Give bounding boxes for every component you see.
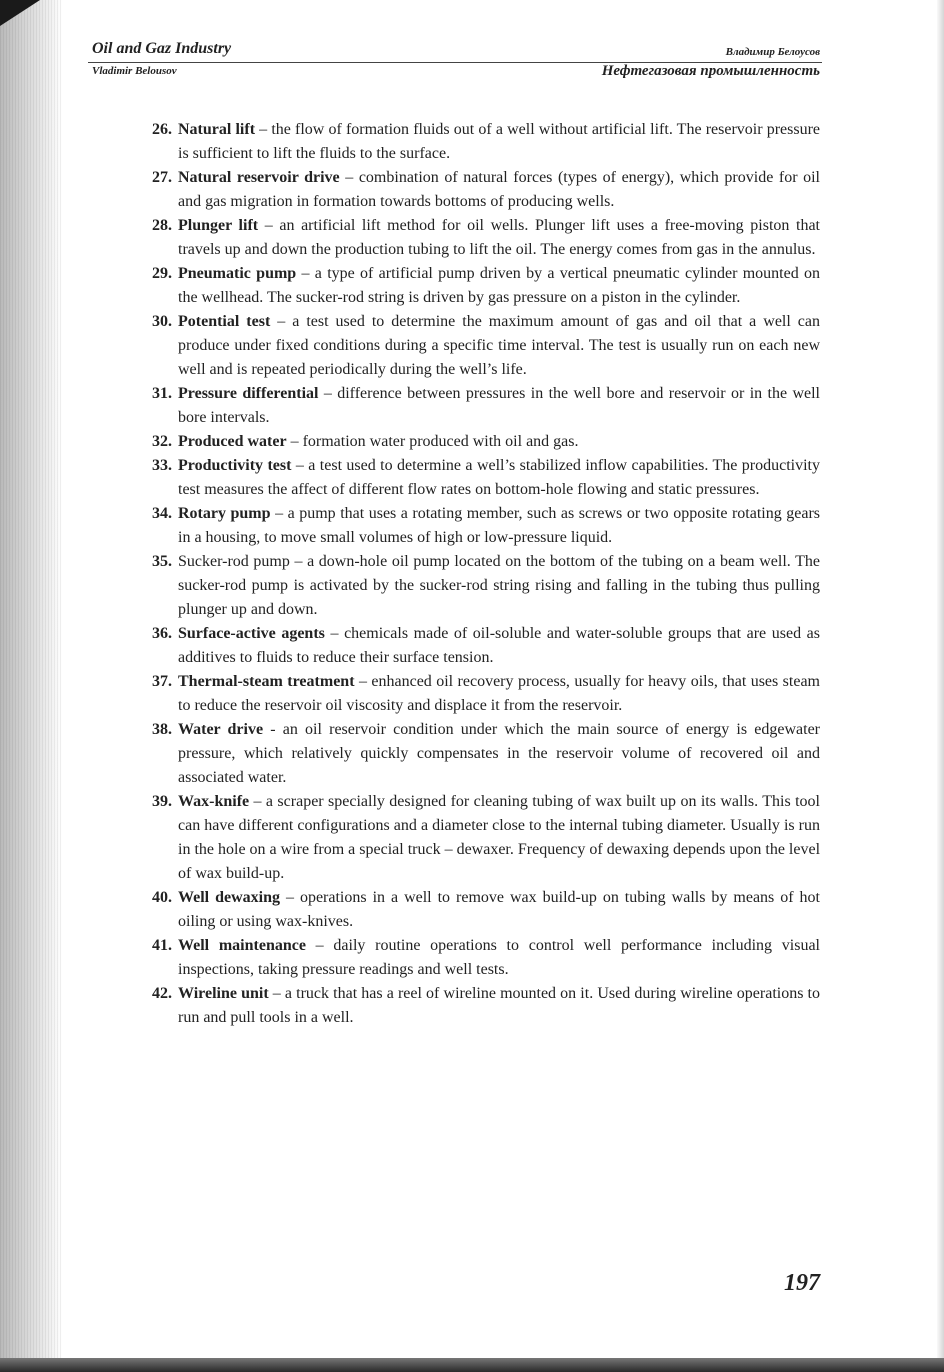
entry-body — [178, 790, 820, 886]
entry-term: Wireline unit — [178, 985, 269, 1002]
entry-definition: – a test used to determine the maximum amount of gas and oil that a well can produce under fixed conditions during a specific time interval. The test is usually run on each new well and is repeated periodically during the well’s life. — [178, 313, 820, 378]
entry-definition: – formation water produced with oil and gas. — [286, 433, 579, 450]
entry-term: Wax-knife — [178, 793, 250, 810]
page-right-edge — [937, 0, 944, 1372]
entry-definition: – a truck that has a reel of wireline mounted on it. Used during wireline operations to run and pull tools in a well. — [178, 985, 821, 1026]
entry-number: 37. — [152, 673, 172, 690]
entry-term: Plunger lift — [178, 217, 259, 234]
entry-number: 38. — [152, 721, 172, 738]
binding-shadow — [0, 0, 62, 1372]
entry-term: Water drive — [178, 721, 264, 738]
entry-body — [178, 934, 820, 982]
entry-body — [178, 382, 820, 430]
entry-term: Pressure differential — [178, 385, 319, 402]
glossary-entry — [128, 886, 820, 934]
entry-number: 28. — [152, 217, 172, 234]
entry-number: 41. — [152, 937, 172, 954]
entry-term: Thermal-steam treatment — [178, 673, 355, 690]
glossary-entry — [128, 790, 820, 886]
entry-definition: – combination of natural forces (types of energy), which provide for oil and gas migration in formation towards bottoms of producing wells. — [178, 169, 821, 210]
glossary-entry — [128, 934, 820, 982]
entry-definition: – a test used to determine a well’s stabilized inflow capabilities. The productivity test measures the affect of different flow rates on bottom-hole flowing and static pressures. — [178, 457, 821, 498]
entry-number: 40. — [152, 889, 172, 906]
header-author-en: Vladimir Belousov — [92, 65, 177, 77]
entry-definition: – the flow of formation fluids out of a well without artificial lift. The reservoir pressure is sufficient to lift the fluids to the surface. — [178, 121, 821, 162]
page-number: 197 — [784, 1270, 820, 1296]
entry-body — [178, 670, 820, 718]
entry-number: 30. — [152, 313, 172, 330]
running-header — [88, 38, 822, 90]
entry-definition: – a scraper specially designed for cleaning tubing of wax built up on its walls. This tool can have different configurations and a diameter close to the internal tubing diameter. Usually is run in the hole on a wire from a special truck – dewaxer. Frequency of dewaxing depends upon the level of wax build-up. — [178, 793, 821, 882]
entry-term: Well maintenance — [178, 937, 306, 954]
entry-number: 29. — [152, 265, 172, 282]
entry-body — [178, 310, 820, 382]
header-book-title: Oil and Gaz Industry — [92, 40, 232, 57]
glossary-entry — [128, 454, 820, 502]
glossary-list — [128, 118, 820, 1030]
entry-number: 34. — [152, 505, 172, 522]
header-top-row — [88, 38, 822, 62]
entry-definition: – operations in a well to remove wax build-up on tubing walls by means of hot oiling or using wax-knives. — [178, 889, 820, 930]
glossary-entry — [128, 166, 820, 214]
entry-term: Productivity test — [178, 457, 292, 474]
entry-definition: Sucker-rod pump – a down-hole oil pump located on the bottom of the tubing on a beam well. The sucker-rod pump is activated by the sucker-rod string rising and falling in the tubing thus pulling plunger up and down. — [178, 553, 820, 618]
entry-definition: – enhanced oil recovery process, usually for heavy oils, that uses steam to reduce the reservoir oil viscosity and displace it from the reservoir. — [178, 673, 820, 714]
entry-body — [178, 622, 820, 670]
glossary-entry — [128, 214, 820, 262]
entry-term: Natural reservoir drive — [178, 169, 340, 186]
entry-definition: – difference between pressures in the well bore and reservoir or in the well bore intervals. — [178, 385, 820, 426]
entry-body — [178, 886, 820, 934]
entry-body — [178, 550, 820, 622]
glossary-entry — [128, 118, 820, 166]
entry-term: Produced water — [178, 433, 287, 450]
entry-body — [178, 118, 820, 166]
entry-number: 36. — [152, 625, 172, 642]
header-book-title-ru: Нефтегазовая промышленность — [601, 63, 820, 79]
entry-definition: – daily routine operations to control well performance including visual inspections, taking pressure readings and well tests. — [178, 937, 821, 978]
entry-body — [178, 166, 820, 214]
glossary-entry — [128, 622, 820, 670]
entry-number: 33. — [152, 457, 172, 474]
header-bottom-row — [88, 62, 822, 86]
entry-body — [178, 454, 820, 502]
header-author-ru: Владимир Белоусов — [725, 46, 820, 58]
entry-definition: – chemicals made of oil-soluble and water-soluble groups that are used as additives to fluids to reduce their surface tension. — [178, 625, 820, 666]
glossary-entry — [128, 382, 820, 430]
entry-number: 27. — [152, 169, 172, 186]
entry-body — [178, 718, 820, 790]
entry-number: 31. — [152, 385, 172, 402]
entry-term: Well dewaxing — [178, 889, 280, 906]
glossary-entry — [128, 262, 820, 310]
entry-definition: – an artificial lift method for oil wells. Plunger lift uses a free-moving piston that travels up and down the production tubing to lift the oil. The energy comes from gas in the annulus. — [178, 217, 821, 258]
entry-number: 32. — [152, 433, 172, 450]
entry-term: Potential test — [178, 313, 271, 330]
entry-definition: – a pump that uses a rotating member, such as screws or two opposite rotating gears in a housing, to move small volumes of high or low-pressure liquid. — [178, 505, 820, 546]
glossary-entry — [128, 502, 820, 550]
entry-body — [178, 982, 820, 1030]
scan-corner-shadow — [0, 0, 40, 26]
entry-definition: - an oil reservoir condition under which the main source of energy is edgewater pressure, which relatively quickly compensates in the reservoir volume of recovered oil and associated water. — [178, 721, 821, 786]
glossary-entry — [128, 430, 820, 454]
entry-number: 42. — [152, 985, 172, 1002]
glossary-entry — [128, 310, 820, 382]
glossary-entry — [128, 670, 820, 718]
entry-body — [178, 502, 820, 550]
entry-term: Pneumatic pump — [178, 265, 297, 282]
entry-number: 39. — [152, 793, 172, 810]
glossary-entry — [128, 550, 820, 622]
entry-term: Natural lift — [178, 121, 256, 138]
entry-number: 26. — [152, 121, 172, 138]
glossary-entry — [128, 982, 820, 1030]
scan-bottom-edge — [0, 1358, 944, 1372]
entry-body — [178, 262, 820, 310]
entry-definition: – a type of artificial pump driven by a vertical pneumatic cylinder mounted on the wellhead. The sucker-rod string is driven by gas pressure on a piston in the cylinder. — [178, 265, 820, 306]
entry-term: Rotary pump — [178, 505, 271, 522]
glossary-entry — [128, 718, 820, 790]
entry-number: 35. — [152, 553, 172, 570]
entry-body — [178, 430, 820, 454]
entry-body — [178, 214, 820, 262]
entry-term: Surface-active agents — [178, 625, 325, 642]
